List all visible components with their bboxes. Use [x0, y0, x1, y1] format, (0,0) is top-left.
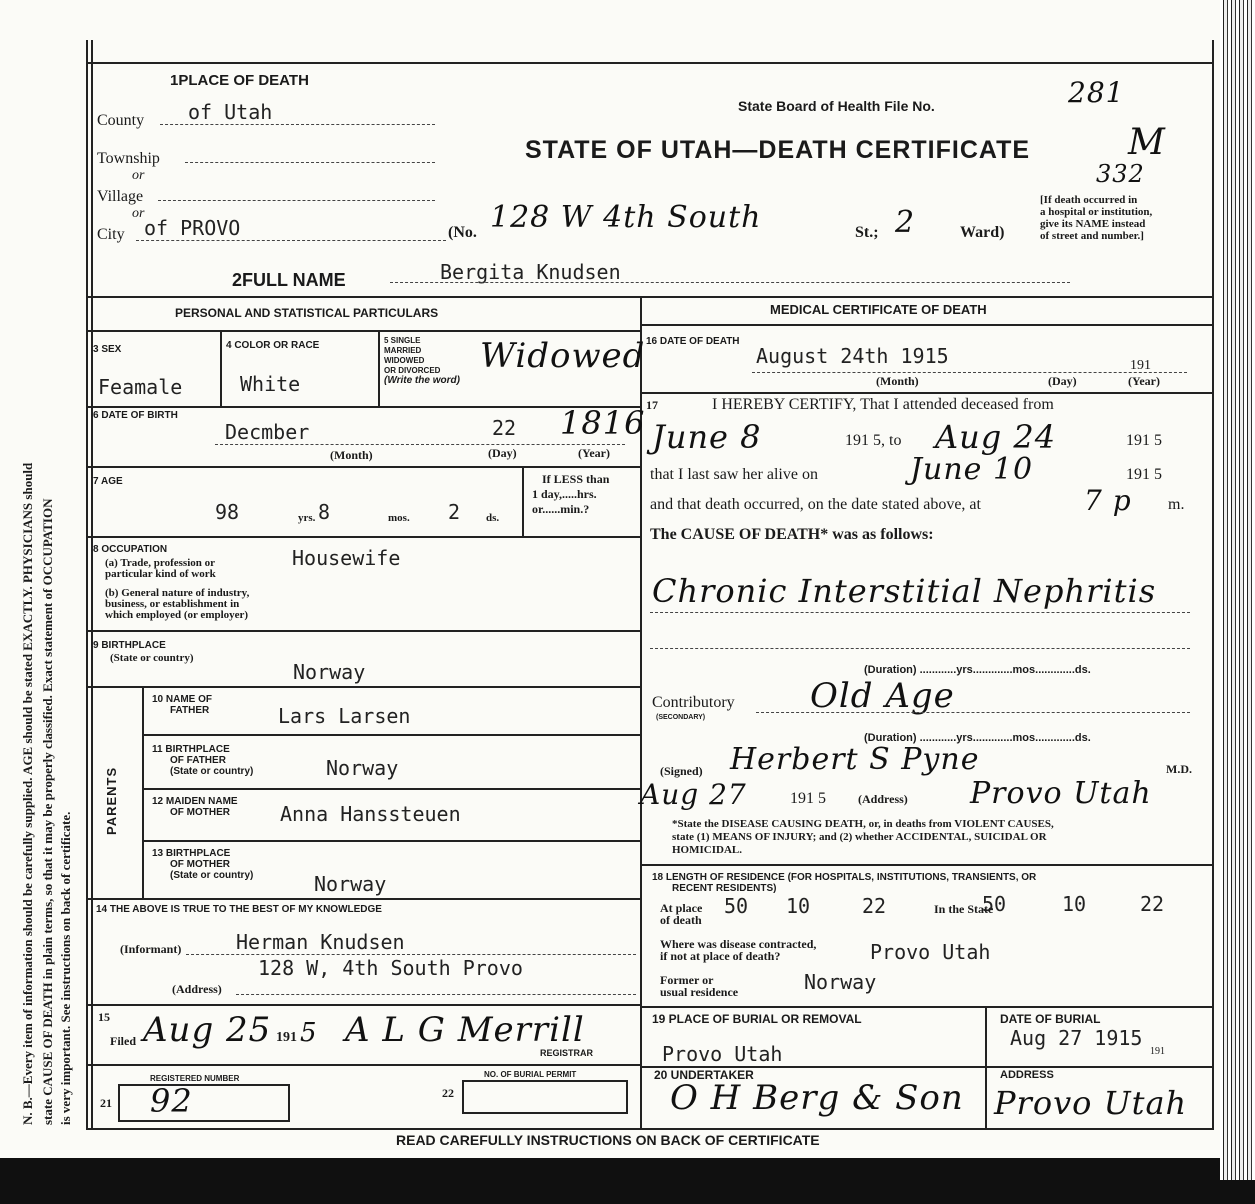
registered-number-label: REGISTERED NUMBER: [150, 1074, 240, 1083]
mos-label: mos.: [388, 512, 410, 524]
residence-months: 10: [786, 894, 811, 918]
burial-permit-item: 22: [442, 1086, 454, 1100]
marital-label-5: (Write the word): [384, 375, 460, 386]
city-label: City: [97, 226, 125, 243]
reg-item-number: 21: [100, 1096, 112, 1110]
cause-note-2: state (1) MEANS OF INJURY; and (2) whether ACCIDENTAL, SUICIDAL OR: [672, 831, 1047, 843]
state-years: 50: [982, 892, 1007, 916]
full-name-line: [390, 282, 1070, 283]
age-label: 7 AGE: [93, 476, 123, 487]
stamp-number: 332: [1096, 160, 1145, 188]
at-place-2: of death: [660, 913, 702, 927]
filed-year: 5: [300, 1018, 318, 1048]
dob-year-label: (Year): [578, 446, 610, 460]
township-label: Township: [97, 150, 160, 167]
birthplace-sub: (State or country): [110, 652, 194, 664]
row-divider-1: [86, 406, 640, 408]
registered-number-box: [118, 1084, 290, 1122]
occupation-label: 8 OCCUPATION: [93, 544, 168, 555]
burial-permit-box: [462, 1080, 628, 1114]
dod-divider: [640, 392, 1214, 394]
birthplace-label: 9 BIRTHPLACE: [93, 640, 166, 651]
contrib-line: [756, 712, 1190, 713]
registrar-signature: A L G Merrill: [345, 1010, 585, 1050]
cause-note: [672, 818, 1054, 857]
mbp-1: 13 BIRTHPLACE: [152, 848, 231, 859]
former-2: usual residence: [660, 985, 739, 999]
informant-line: [186, 954, 636, 955]
full-name-value: Bergita Knudsen: [440, 260, 621, 284]
dob-month-label: (Month): [330, 448, 373, 462]
burial-date-label: DATE OF BURIAL: [1000, 1012, 1101, 1026]
medical-divider-1: [640, 864, 1214, 866]
ward-value: 2: [895, 205, 916, 240]
no-label: (No.: [448, 224, 477, 241]
state-days: 22: [1140, 892, 1165, 916]
contributory-value: Old Age: [810, 676, 955, 716]
undertaker-label: 20 UNDERTAKER: [654, 1068, 754, 1082]
or-label-2: or: [132, 206, 145, 221]
city-line: [136, 240, 446, 241]
undertaker-address-label: ADDRESS: [1000, 1069, 1054, 1081]
occupation-sublabels: [105, 558, 249, 621]
fbp-1: 11 BIRTHPLACE: [152, 744, 230, 755]
last-saw-date: June 10: [910, 452, 1034, 487]
mother-label-1: 12 MAIDEN NAME: [152, 796, 238, 807]
medical-title-divider: [640, 324, 1214, 326]
personal-title-divider: [86, 330, 640, 332]
sex-label: 3 SEX: [93, 344, 122, 355]
personal-section-title: PERSONAL AND STATISTICAL PARTICULARS: [175, 306, 439, 320]
bottom-border: [86, 1128, 1214, 1130]
burial-label: 19 PLACE OF BURIAL OR REMOVAL: [652, 1012, 862, 1026]
certify-text: I HEREBY CERTIFY, That I attended deceased from: [712, 396, 1054, 413]
city-value: of PROVO: [144, 216, 241, 240]
filed-label: Filed: [110, 1034, 136, 1048]
right-border: [1212, 40, 1214, 1130]
in-state-label: In the State: [934, 902, 994, 916]
township-line: [185, 162, 435, 163]
age-divider: [522, 466, 524, 536]
duration-1: (Duration) ............yrs.............mos.............ds.: [864, 664, 1091, 676]
age-years: 98: [215, 500, 240, 524]
less-than-1: If LESS than: [542, 472, 610, 486]
place-of-death-label: 1PLACE OF DEATH: [170, 72, 309, 89]
attended-from-date: June 8: [652, 418, 762, 456]
dod-191: 191: [1130, 358, 1151, 373]
less-than-3: or......min.?: [532, 502, 590, 516]
row-divider-11: [86, 1064, 640, 1066]
mother-label: [152, 796, 238, 818]
footer-instructions: READ CAREFULLY INSTRUCTIONS ON BACK OF CERTIFICATE: [396, 1132, 820, 1148]
row-divider-2: [86, 466, 640, 468]
contributory-sub: (SECONDARY): [656, 714, 706, 721]
undertaker-value: O H Berg & Son: [670, 1078, 964, 1118]
medical-section-title: MEDICAL CERTIFICATE OF DEATH: [770, 302, 987, 317]
attended-to-date: Aug 24: [935, 418, 1057, 456]
time-of-death: 7 p: [1084, 484, 1132, 517]
occ-b3: which employed (or employer): [105, 609, 249, 621]
dob-month: Decmber: [225, 420, 310, 444]
residence-label-2: RECENT RESIDENTS): [672, 883, 777, 894]
hospital-note-1: [If death occurred in: [1040, 194, 1138, 206]
signed-year: 191 5: [790, 790, 826, 807]
row-divider-3: [86, 536, 640, 538]
age-months: 8: [318, 500, 331, 524]
fbp-3: (State or country): [170, 766, 254, 777]
former-1: Former or: [660, 973, 714, 987]
or-label-1: or: [132, 168, 145, 183]
side-note-line-2: state CAUSE OF DEATH in plain terms, so that it may be properly classified. Exact statement of OCCUPATION: [40, 498, 55, 1125]
mbp-2: OF MOTHER: [170, 859, 230, 870]
mother-birthplace-label: [152, 848, 253, 881]
less-than-label: [532, 472, 609, 517]
father-name: Lars Larsen: [278, 704, 411, 728]
m-label: m.: [1168, 496, 1185, 513]
md-label: M.D.: [1166, 762, 1192, 776]
informant-label: (Informant): [120, 942, 182, 956]
physician-signature: Herbert S Pyne: [730, 742, 980, 777]
left-border-inner: [91, 40, 93, 1130]
to-label: 191 5, to: [845, 432, 902, 449]
address-label: (Address): [172, 982, 222, 996]
dob-day-label: (Day): [488, 446, 517, 460]
left-border: [86, 40, 88, 1130]
sex-divider: [220, 330, 222, 406]
residence-years: 50: [724, 894, 749, 918]
informant-value: Herman Knudsen: [236, 930, 405, 954]
section-divider: [86, 296, 1214, 298]
village-label: Village: [97, 188, 144, 205]
occupation-value: Housewife: [292, 546, 401, 570]
certificate-title: STATE OF UTAH—DEATH CERTIFICATE: [525, 136, 1031, 164]
row-divider-10: [86, 1004, 640, 1006]
where-2: if not at place of death?: [660, 949, 781, 963]
burial-191: 191: [1150, 1046, 1165, 1057]
street-value: 128 W 4th South: [490, 200, 762, 235]
parents-label: PARENTS: [104, 766, 119, 835]
side-note-line-3: is very important. See instructions on back of certificate.: [58, 811, 73, 1125]
side-note-line-1: N. B.—Every item of information should be carefully supplied. AGE should be stated EXACTLY. PHYSICIANS should: [20, 462, 35, 1125]
occurred-text: and that death occurred, on the date stated above, at: [650, 496, 981, 513]
hospital-note-4: of street and number.]: [1040, 230, 1144, 242]
former-label: [660, 974, 738, 998]
dob-day: 22: [492, 416, 517, 440]
yrs-label: yrs.: [298, 512, 316, 524]
color-divider: [378, 330, 380, 406]
dod-value: August 24th 1915: [756, 344, 949, 368]
county-label: County: [97, 112, 145, 129]
paper-edge: [1220, 0, 1255, 1180]
medical-divider-2: [640, 1006, 1214, 1008]
village-line: [158, 200, 435, 201]
dod-year-label: (Year): [1128, 374, 1160, 388]
at-place-1: At place: [660, 901, 703, 915]
where-1: Where was disease contracted,: [660, 937, 817, 951]
duration-2: (Duration) ............yrs.............mos.............ds.: [864, 732, 1091, 744]
father-label: [152, 694, 212, 716]
file-no-value: 281: [1068, 76, 1125, 109]
dob-label: 6 DATE OF BIRTH: [93, 410, 178, 421]
row-divider-7: [142, 788, 640, 790]
hospital-note: [1040, 194, 1152, 242]
marital-value: Widowed: [480, 336, 646, 376]
former-value: Norway: [804, 970, 877, 994]
color-label: 4 COLOR OR RACE: [226, 340, 320, 351]
registered-number: 92: [150, 1082, 193, 1120]
mother-label-2: OF MOTHER: [170, 807, 230, 818]
marital-label-3: WIDOWED: [384, 356, 425, 365]
residence-label-1: 18 LENGTH OF RESIDENCE (FOR HOSPITALS, INSTITUTIONS, TRANSIENTS, OR: [652, 872, 1037, 883]
county-value: of Utah: [188, 100, 273, 124]
residence-days: 22: [862, 894, 887, 918]
hospital-note-3: give its NAME instead: [1040, 218, 1146, 230]
top-border: [86, 62, 1214, 64]
filed-year-pre: 191: [276, 1030, 297, 1045]
father-label-1: 10 NAME OF: [152, 694, 213, 705]
cause-line-2: [650, 648, 1190, 649]
marital-label: [384, 336, 460, 386]
hospital-note-2: a hospital or institution,: [1040, 206, 1153, 218]
sex-value: Feamale: [98, 375, 183, 399]
stamp-m: M: [1128, 122, 1166, 163]
undertaker-divider: [985, 1066, 987, 1128]
burial-permit-label: NO. OF BURIAL PERMIT: [484, 1070, 577, 1079]
father-label-2: FATHER: [170, 705, 210, 716]
occ-b: (b) General nature of industry,: [105, 587, 250, 599]
registrar-label: REGISTRAR: [540, 1048, 594, 1058]
birthplace-value: Norway: [293, 660, 366, 684]
parents-divider: [142, 686, 144, 898]
signed-date: Aug 27: [640, 778, 747, 811]
age-days: 2: [448, 500, 461, 524]
full-name-label: 2FULL NAME: [232, 270, 346, 290]
cert-number: 17: [646, 398, 658, 412]
cause-line: [650, 612, 1190, 613]
marital-label-2: MARRIED: [384, 346, 422, 355]
cause-note-3: HOMICIDAL.: [672, 844, 742, 856]
dod-line: [752, 372, 1187, 373]
ds-label: ds.: [486, 512, 500, 524]
to-year: 191 5: [1126, 432, 1162, 449]
ward-label: Ward): [960, 224, 1005, 241]
filed-date: Aug 25: [143, 1010, 272, 1050]
marital-label-4: OR DIVORCED: [384, 366, 441, 375]
last-saw-text: that I last saw her alive on: [650, 466, 818, 483]
address-value: 128 W, 4th South Provo: [258, 956, 523, 980]
fbp-2: OF FATHER: [170, 755, 226, 766]
filed-number: 15: [98, 1010, 110, 1024]
mother-birthplace: Norway: [314, 872, 387, 896]
undertaker-address: Provo Utah: [994, 1084, 1188, 1122]
contributory-label: Contributory: [652, 694, 735, 711]
signed-label: (Signed): [660, 764, 703, 778]
true-knowledge-label: 14 THE ABOVE IS TRUE TO THE BEST OF MY KNOWLEDGE: [96, 904, 382, 915]
dob-year: 1816: [560, 404, 646, 442]
file-no-label: State Board of Health File No.: [738, 98, 935, 114]
cause-value: Chronic Interstitial Nephritis: [652, 572, 1157, 610]
last-saw-year: 191 5: [1126, 466, 1162, 483]
physician-address: Provo Utah: [970, 776, 1152, 811]
father-birthplace: Norway: [326, 756, 399, 780]
dob-line: [215, 444, 625, 445]
less-than-2: 1 day,.....hrs.: [532, 487, 597, 501]
dod-month-label: (Month): [876, 374, 919, 388]
dod-day-label: (Day): [1048, 374, 1077, 388]
burial-place: Provo Utah: [662, 1042, 783, 1066]
mother-name: Anna Hanssteuen: [280, 802, 461, 826]
occ-a: (a) Trade, profession or: [105, 557, 215, 569]
addr-label: (Address): [858, 792, 908, 806]
where-value: Provo Utah: [870, 940, 991, 964]
color-value: White: [240, 372, 301, 396]
occ-b2: business, or establishment in: [105, 598, 240, 610]
state-months: 10: [1062, 892, 1087, 916]
mbp-3: (State or country): [170, 870, 254, 881]
cause-note-1: *State the DISEASE CAUSING DEATH, or, in deaths from VIOLENT CAUSES,: [672, 818, 1054, 830]
row-divider-4: [86, 630, 640, 632]
burial-date: Aug 27 1915: [1010, 1026, 1143, 1050]
dod-label: 16 DATE OF DEATH: [646, 336, 740, 347]
county-line: [160, 124, 435, 125]
marital-label-1: 5 SINGLE: [384, 336, 421, 345]
where-label: [660, 938, 816, 962]
father-birthplace-label: [152, 744, 253, 777]
row-divider-9: [86, 898, 640, 900]
st-label: St.;: [855, 224, 879, 241]
residence-label: [652, 872, 1036, 894]
row-divider-5: [86, 686, 640, 688]
row-divider-6: [142, 734, 640, 736]
cause-label: The CAUSE OF DEATH* was as follows:: [650, 526, 934, 543]
burial-divider: [985, 1006, 987, 1066]
address-line: [236, 994, 636, 995]
occ-a2: particular kind of work: [105, 568, 216, 580]
row-divider-8: [142, 840, 640, 842]
at-place-label: [660, 902, 702, 926]
